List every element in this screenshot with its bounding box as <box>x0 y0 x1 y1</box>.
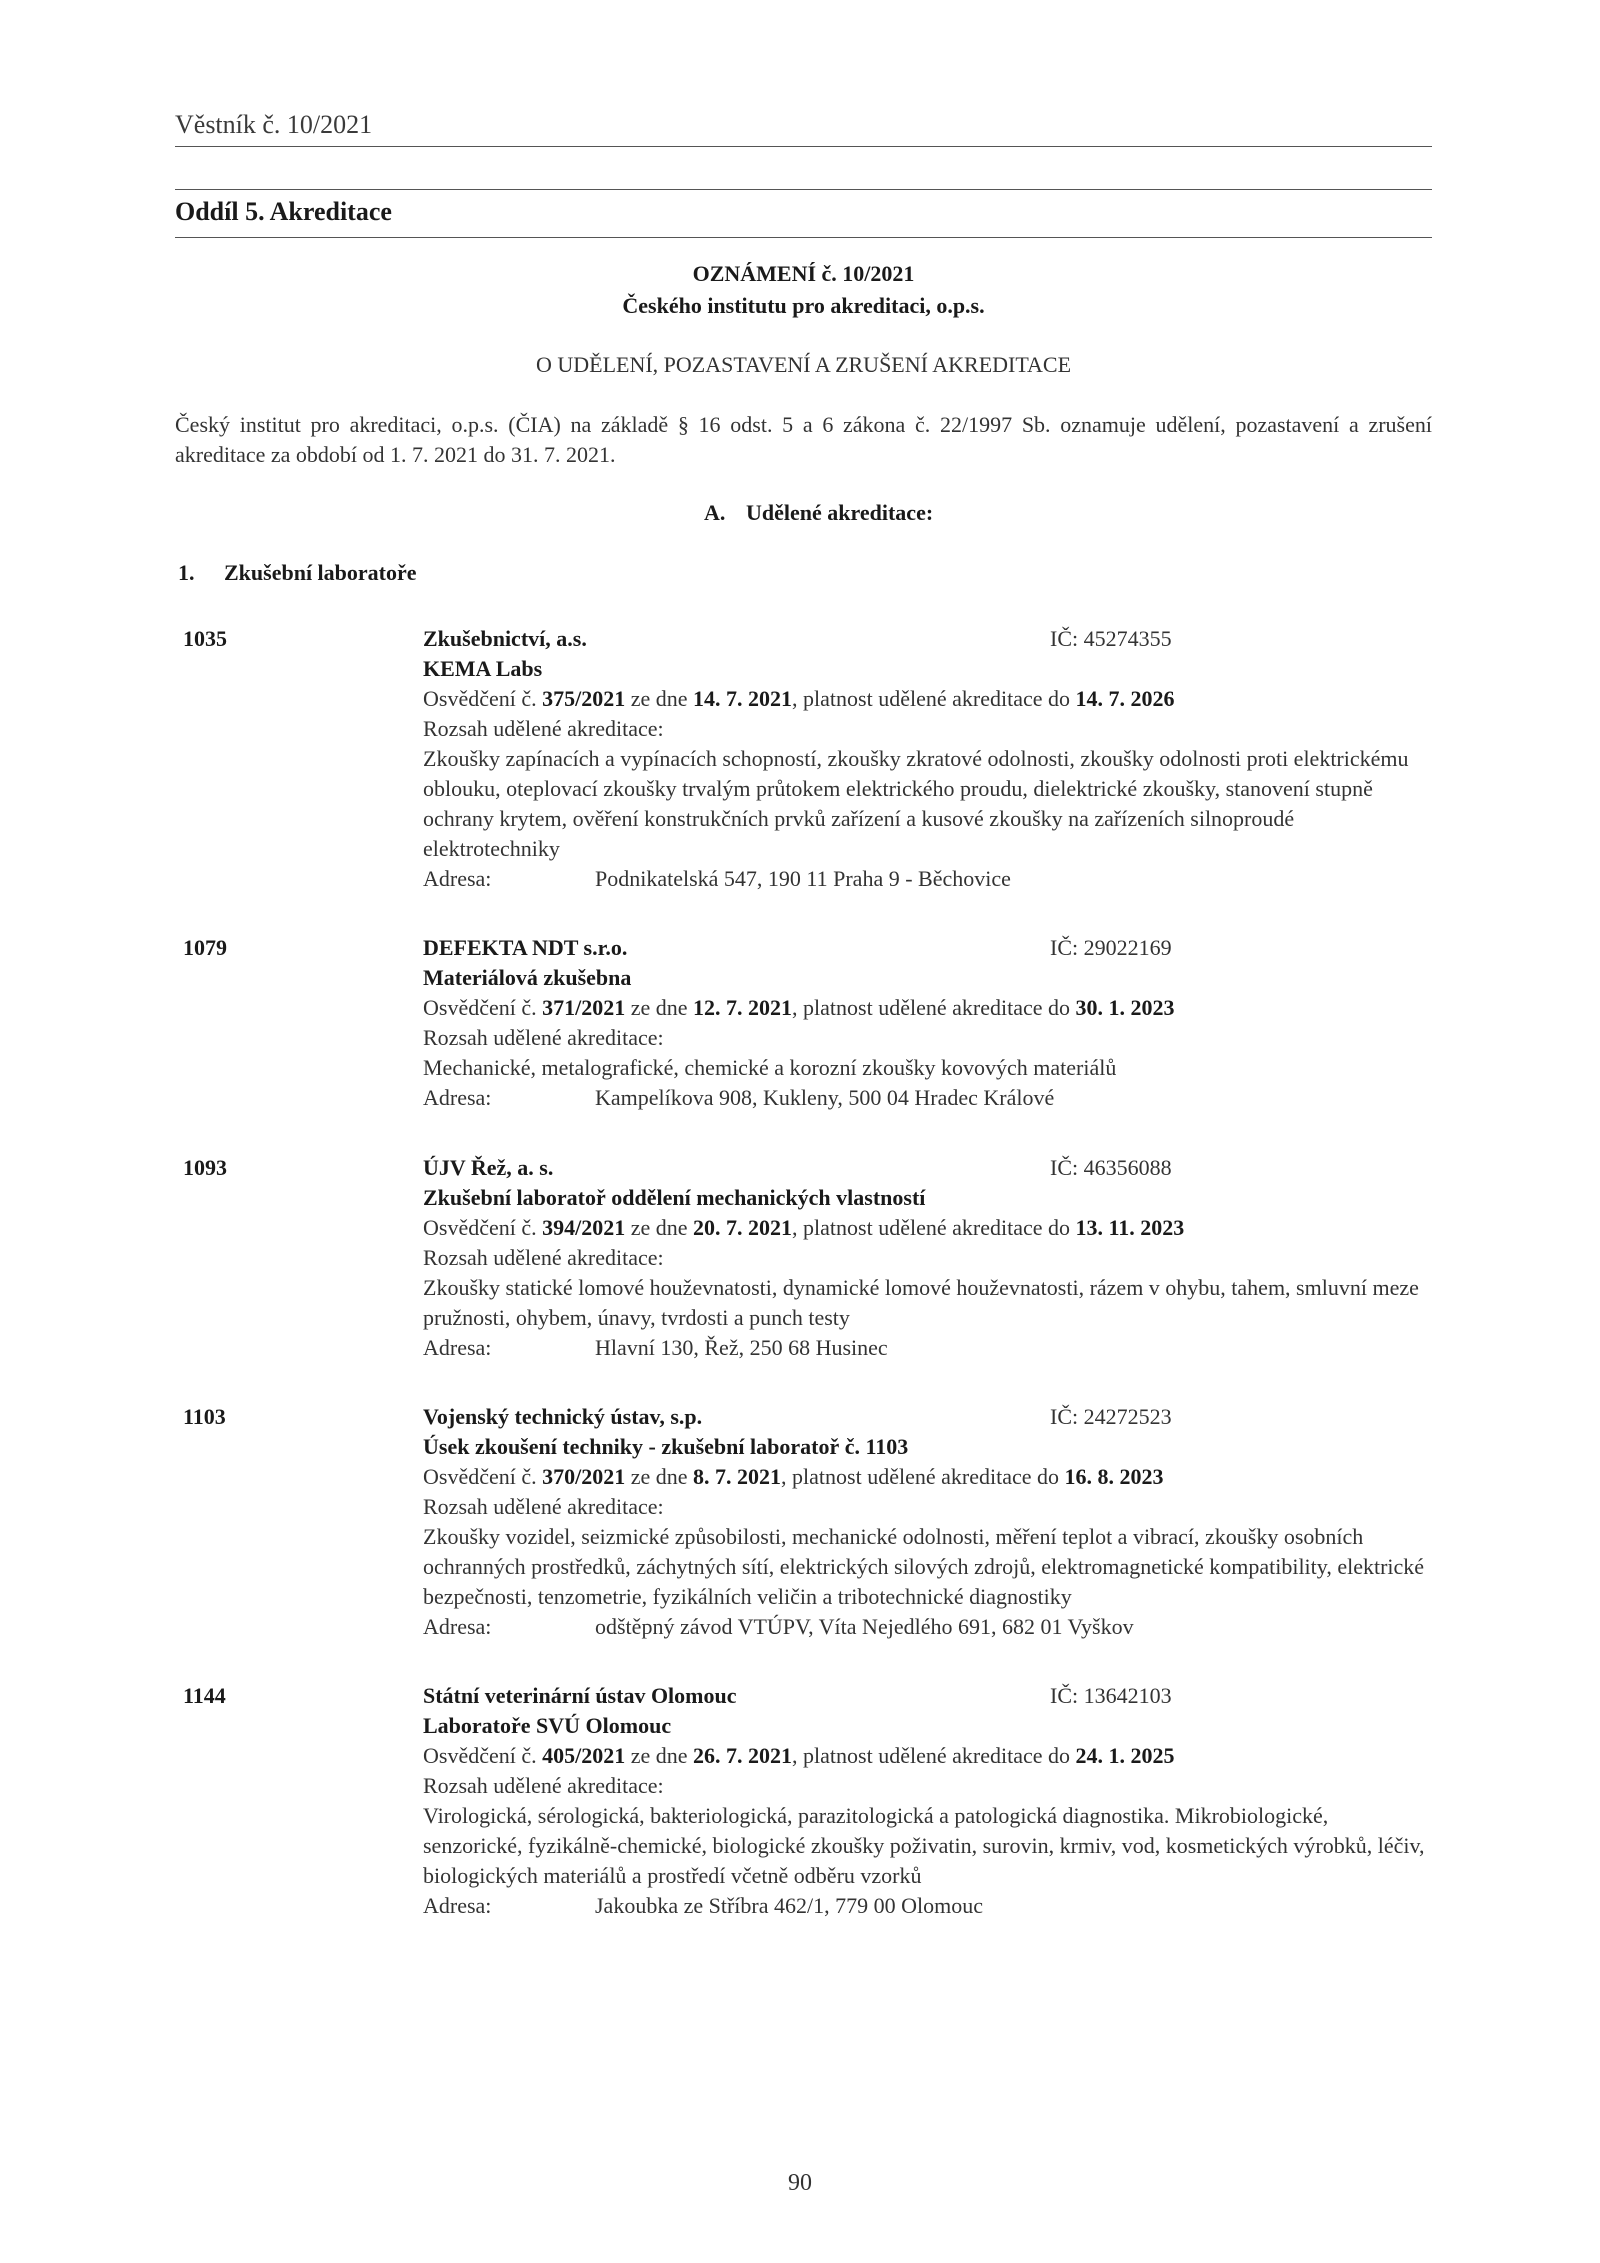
entry-ico: IČ: 13642103 <box>1050 1683 1172 1708</box>
entry-address: Adresa: Kampelíkova 908, Kukleny, 500 04 Hradec Králové <box>423 1085 1055 1110</box>
entry-certificate: Osvědčení č. 394/2021 ze dne 20. 7. 2021, platnost udělené akreditace do 13. 11. 2023 <box>423 1215 1185 1240</box>
accreditation-entry <box>183 933 1433 1113</box>
entry-organization: Státní veterinární ústav Olomouc <box>423 1683 737 1708</box>
subsection-heading <box>704 500 933 526</box>
entry-scope-label: Rozsah udělené akreditace: <box>423 1494 664 1519</box>
entry-scope-label: Rozsah udělené akreditace: <box>423 1245 664 1270</box>
entry-ico: IČ: 46356088 <box>1050 1155 1172 1180</box>
entry-number: 1093 <box>183 1155 227 1180</box>
entry-certificate: Osvědčení č. 370/2021 ze dne 8. 7. 2021, platnost udělené akreditace do 16. 8. 2023 <box>423 1464 1164 1489</box>
category-title: Zkušební laboratoře <box>224 560 417 585</box>
header-rule <box>175 146 1432 147</box>
accreditation-entry <box>183 1153 1433 1363</box>
entry-lab-name: KEMA Labs <box>423 656 543 681</box>
entry-scope: Zkoušky zapínacích a vypínacích schopností, zkoušky zkratové odolnosti, zkoušky odolnosti proti elektrickému oblouku, oteplovací zkoušky trvalým průtokem elektrického proudu, dielektrické zkoušky, stanovení stupně ochrany krytem, ověření konstrukčních prvků zařízení a kusové zkoušky na zařízeních silnoproudé elektrotechniky <box>423 746 1409 861</box>
entry-number: 1035 <box>183 626 227 651</box>
entry-ico: IČ: 29022169 <box>1050 935 1172 960</box>
section-title: Oddíl 5. Akreditace <box>175 197 392 226</box>
entry-scope: Virologická, sérologická, bakteriologická, parazitologická a patologická diagnostika. Mikrobiologické, senzorické, fyzikálně-chemické, biologické zkoušky poživatin, surovin, krmiv, vod, kosmetických výrobků, léčiv, biologických materiálů a prostředí včetně odběru vzorků <box>423 1803 1425 1888</box>
entry-ico: IČ: 45274355 <box>1050 626 1172 651</box>
entry-organization: DEFEKTA NDT s.r.o. <box>423 935 628 960</box>
entry-certificate: Osvědčení č. 371/2021 ze dne 12. 7. 2021, platnost udělené akreditace do 30. 1. 2023 <box>423 995 1175 1020</box>
category-heading <box>178 560 417 586</box>
entry-organization: Vojenský technický ústav, s.p. <box>423 1404 703 1429</box>
notice-issuer: Českého institutu pro akreditaci, o.p.s. <box>622 293 985 318</box>
entry-scope-label: Rozsah udělené akreditace: <box>423 1773 664 1798</box>
entry-address: Adresa: Hlavní 130, Řež, 250 68 Husinec <box>423 1335 888 1360</box>
entry-lab-name: Úsek zkoušení techniky - zkušební laboratoř č. 1103 <box>423 1434 909 1459</box>
entry-lab-name: Materiálová zkušebna <box>423 965 632 990</box>
section-rule-top <box>175 189 1432 190</box>
page-number: 90 <box>788 2170 812 2196</box>
entry-address: Adresa: Podnikatelská 547, 190 11 Praha 9 - Běchovice <box>423 866 1011 891</box>
bulletin-header: Věstník č. 10/2021 <box>175 110 373 139</box>
entry-certificate: Osvědčení č. 375/2021 ze dne 14. 7. 2021, platnost udělené akreditace do 14. 7. 2026 <box>423 686 1175 711</box>
entry-address: Adresa: Jakoubka ze Stříbra 462/1, 779 00 Olomouc <box>423 1893 983 1918</box>
entry-scope-label: Rozsah udělené akreditace: <box>423 1025 664 1050</box>
accreditation-entry <box>183 624 1433 894</box>
entry-ico: IČ: 24272523 <box>1050 1404 1172 1429</box>
notice-intro: Český institut pro akreditaci, o.p.s. (ČIA) na základě § 16 odst. 5 a 6 zákona č. 22/1997 Sb. oznamuje udělení, pozastavení a zrušení akreditace za období od 1. 7. 2021 do 31. 7. 2021. <box>175 412 1432 467</box>
entry-scope: Zkoušky statické lomové houževnatosti, dynamické lomové houževnatosti, rázem v ohybu, tahem, smluvní meze pružnosti, ohybem, únavy, tvrdosti a punch testy <box>423 1275 1419 1330</box>
subsection-letter: A. <box>704 500 726 525</box>
entry-scope: Zkoušky vozidel, seizmické způsobilosti, mechanické odolnosti, měření teplot a vibrací, zkoušky osobních ochranných prostředků, záchytných sítí, elektrických silových zdrojů, elektromagnetické kompatibility, elektrické bezpečnosti, tenzometrie, fyzikálních veličin a tribotechnické diagnostiky <box>423 1524 1425 1609</box>
entry-number: 1079 <box>183 935 227 960</box>
entry-lab-name: Zkušební laboratoř oddělení mechanických vlastností <box>423 1185 926 1210</box>
entry-number: 1103 <box>183 1404 226 1429</box>
entry-address: Adresa: odštěpný závod VTÚPV, Víta Nejedlého 691, 682 01 Vyškov <box>423 1614 1134 1639</box>
entry-organization: Zkušebnictví, a.s. <box>423 626 587 651</box>
category-number: 1. <box>178 560 195 585</box>
section-rule-bottom <box>175 237 1432 238</box>
notice-subject: O UDĚLENÍ, POZASTAVENÍ A ZRUŠENÍ AKREDITACE <box>535 352 1072 377</box>
entry-organization: ÚJV Řež, a. s. <box>423 1155 554 1180</box>
entry-scope-label: Rozsah udělené akreditace: <box>423 716 664 741</box>
accreditation-entry <box>183 1681 1433 1921</box>
entry-certificate: Osvědčení č. 405/2021 ze dne 26. 7. 2021, platnost udělené akreditace do 24. 1. 2025 <box>423 1743 1175 1768</box>
entry-scope: Mechanické, metalografické, chemické a korozní zkoušky kovových materiálů <box>423 1055 1117 1080</box>
subsection-title: Udělené akreditace: <box>746 500 934 525</box>
notice-title: OZNÁMENÍ č. 10/2021 <box>692 261 915 286</box>
entry-number: 1144 <box>183 1683 226 1708</box>
entry-lab-name: Laboratoře SVÚ Olomouc <box>423 1713 672 1738</box>
accreditation-entry <box>183 1402 1433 1642</box>
